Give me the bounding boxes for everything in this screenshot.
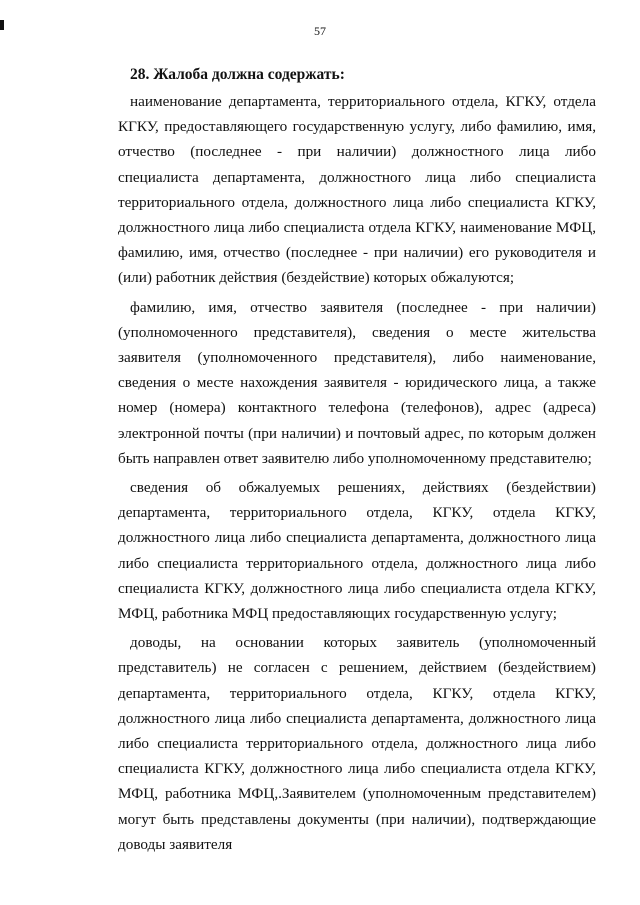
paragraph-complaint-subject: наименование департамента, территориального отдела, КГКУ, отдела КГКУ, предоставляющего государственную услугу, либо фамилию, имя, отчество (последнее - при наличии) должностного лица либо специалиста департамента, должностного лица либо специалиста территориального отдела, должностного лица либо специалиста КГКУ, должностного лица либо специалиста отдела КГКУ, наименование МФЦ, фамилию, имя, отчество (последнее - при наличии) его руководителя и (или) работник действия (бездействие) которых обжалуются; (118, 93, 596, 287)
paragraph-appealed-decisions: сведения об обжалуемых решениях, действиях (бездействии) департамента, территориального отдела, КГКУ, отдела КГКУ, должностного лица либо специалиста департамента, должностного лица либо специалиста территориального отдела, должностного лица либо специалиста КГКУ, должностного лица либо специалиста отдела КГКУ, МФЦ, работника МФЦ предоставляющих государственную услугу; (118, 479, 596, 623)
paragraph-applicant-details: фамилию, имя, отчество заявителя (последнее - при наличии) (уполномоченного представителя), сведения о месте жительства заявителя (уполномоченного представителя), либо наименование, сведения о месте нахождения заявителя - юридического лица, а также номер (номера) контактного телефона (телефонов), адрес (адреса) электронной почты (при наличии) и почтовый адрес, по которым должен быть направлен ответ заявителю либо уполномоченному представителю; (118, 298, 596, 467)
document-body (118, 62, 596, 857)
page-number: 57 (314, 24, 326, 38)
paragraph-arguments: доводы, на основании которых заявитель (уполномоченный представитель) не согласен с решением, действием (бездействием) департамента, территориального отдела, КГКУ, отдела КГКУ, должностного лица либо специалиста департамента, должностного лица либо специалиста территориального отдела, должностного лица либо специалиста КГКУ, должностного лица либо специалиста отдела КГКУ, МФЦ, работника МФЦ,.Заявителем (уполномоченным представителем) могут быть представлены документы (при наличии), подтверждающие доводы заявителя (118, 634, 596, 853)
section-heading: 28. Жалоба должна содержать: (130, 66, 345, 83)
